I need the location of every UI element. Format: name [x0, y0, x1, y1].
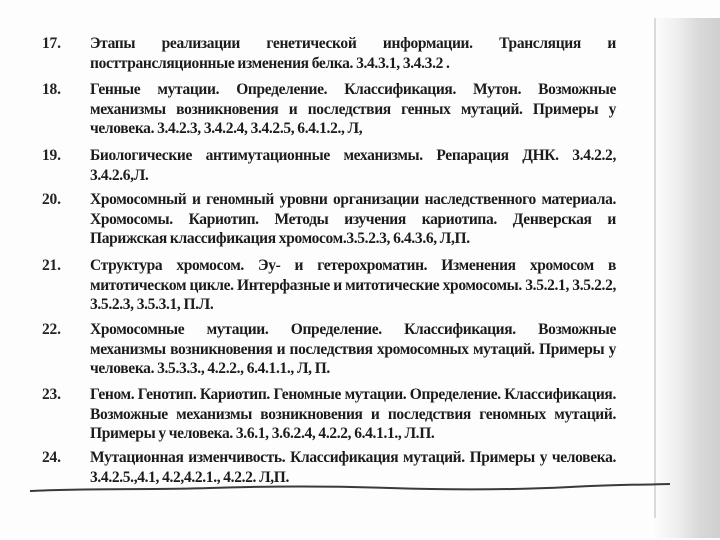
scan-shadow-edge	[650, 18, 720, 538]
item-number: 20.	[42, 191, 61, 208]
item-number: 17.	[42, 35, 61, 52]
item-text: Мутационная изменчивость. Классификация мутаций. Примеры у человека. 3.4.2.5.,4.1, 4.2,4.2.1., 4.2.2. Л,П.	[90, 449, 616, 486]
item-number: 24.	[42, 449, 61, 466]
item-text: Хромосомные мутации. Определение. Классификация. Возможные механизмы возникновения и последствия хромосомных мутаций. Примеры у человека. 3.5.3.3., 4.2.2., 6.4.1.1., Л, П.	[90, 321, 616, 377]
item-text: Структура хромосом. Эу- и гетерохроматин. Изменения хромосом в митотическом цикле. Интерфазные и митотические хромосомы. 3.5.2.1, 3.5.2.2, 3.5.2.3, 3.5.3.1, П.Л.	[90, 257, 616, 313]
item-number: 22.	[42, 321, 61, 338]
torn-bottom-rule	[30, 482, 670, 496]
item-number: 19.	[42, 147, 61, 164]
item-text: Хромосомный и геномный уровни организации наследственного материала. Хромосомы. Кариотип. Методы изучения кариотипа. Денверская и Парижская классификация хромосом.3.5.2.3, 6.4.3.6, Л,П.	[90, 191, 616, 247]
item-text: Генные мутации. Определение. Классификация. Мутон. Возможные механизмы возникновения и последствия генных мутаций. Примеры у человека. 3.4.2.3, 3.4.2.4, 3.4.2.5, 6.4.1.2., Л,	[90, 81, 616, 137]
item-number: 23.	[42, 386, 61, 403]
item-number: 18.	[42, 81, 61, 98]
scan-shadow-line	[654, 18, 656, 518]
item-text: Биологические антимутационные механизмы. Репарация ДНК. 3.4.2.2, 3.4.2.6,Л.	[90, 147, 616, 184]
item-number: 21.	[42, 257, 61, 274]
item-text: Этапы реализации генетической информации. Трансляция и посттрансляционные изменения белка. 3.4.3.1, 3.4.3.2 .	[90, 35, 616, 72]
item-text: Геном. Генотип. Кариотип. Геномные мутации. Определение. Классификация. Возможные механизмы возникновения и последствия геномных мутаций. Примеры у человека. 3.6.1, 3.6.2.4, 4.2.2, 6.4.1.1., Л.П.	[90, 386, 616, 442]
